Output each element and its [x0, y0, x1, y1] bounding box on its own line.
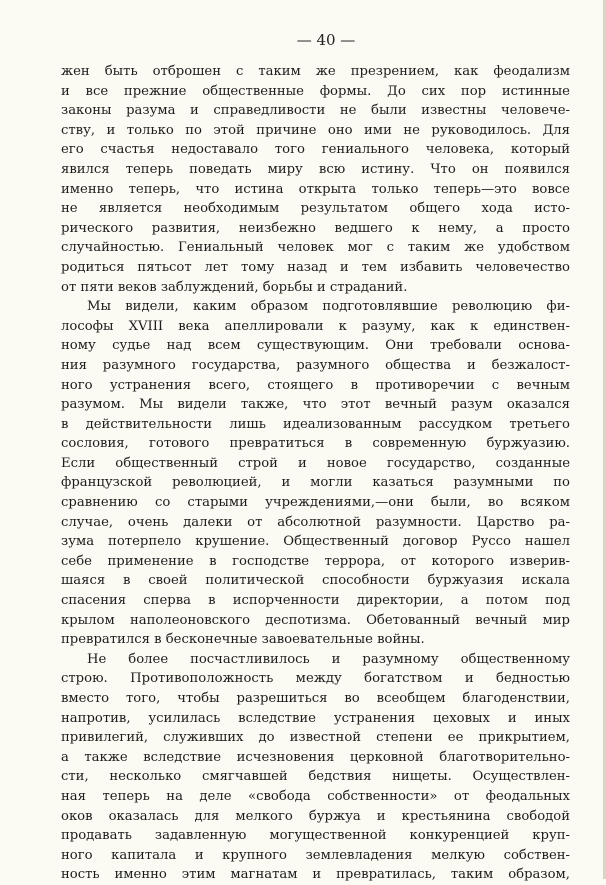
text-line: французской революцией, и могли казаться разумными по	[61, 475, 570, 491]
text-line: превратился в бесконечные завоевательные войны.	[61, 632, 425, 648]
text-line: ность именно этим магнатам и превратилась, таким образом,	[61, 867, 570, 883]
text-line: законы разума и справедливости не были известны человече-	[61, 103, 570, 119]
text-line: себе применение в господстве террора, от которого изверив-	[61, 553, 570, 569]
page-number: — 40 —	[296, 31, 356, 49]
text-line: ная теперь на деле «свобода собственности» от феодальных	[61, 788, 570, 804]
text-line: явился теперь поведать миру всю истину. Что он появился	[61, 161, 570, 177]
text-line: сравнению со старыми учреждениями,—они были, во всяком	[61, 495, 570, 511]
text-line: и все прежние общественные формы. До сих пор истинные	[61, 83, 570, 99]
text-line: лософы XVIII века апеллировали к разуму, как к единствен-	[61, 318, 570, 334]
text-line: случае, очень далеки от абсолютной разумности. Царство ра-	[61, 514, 570, 530]
text-line: спасения сперва в испорченности директории, а потом под	[61, 593, 570, 609]
text-line: сословия, готового превратиться в современную буржуазию.	[61, 436, 570, 452]
text-line: зума потерпело крушение. Общественный договор Руссо нашел	[61, 534, 570, 550]
text-line: привилегий, служивших до известной степени ее прикрытием,	[61, 730, 570, 746]
text-line: вместо того, чтобы разрешиться во всеобщем благоденствии,	[61, 691, 570, 706]
text-line: не является необходимым результатом общего хода исто-	[61, 201, 570, 217]
text-line: рического развития, неизбежно ведшего к нему, а просто	[61, 220, 570, 236]
text-line: ству, и только по этой причине оно ими не руководилось. Для	[61, 122, 570, 138]
text-line: оков оказалась для мелкого буржуа и крестьянина свободой	[61, 808, 570, 824]
text-line: шаяся в своей политической способности буржуазия искала	[61, 573, 570, 589]
text-line: Мы видели, каким образом подготовлявшие революцию фи-	[87, 299, 570, 315]
text-line: крылом наполеоновского деспотизма. Обетованный вечный мир	[61, 612, 570, 628]
text-line: именно теперь, что истина открыта только теперь—это вовсе	[61, 181, 570, 197]
text-line: случайностью. Гениальный человек мог с таким же удобством	[61, 240, 570, 256]
text-line: ного капитала и крупного землевладения мелкую собствен-	[61, 847, 570, 863]
text-line: Не более посчастливилось и разумному общественному	[87, 651, 570, 667]
text-line: напротив, усилилась вследствие устранения цеховых и иных	[61, 710, 570, 726]
text-line: продавать задавленную могущественной конкуренцией круп-	[61, 828, 570, 844]
text-line: строю. Противоположность между богатством и бедностью	[61, 671, 570, 687]
text-line: сти, несколько смягчавшей бедствия нищеты. Осуществлен-	[61, 769, 570, 785]
text-line: разумом. Мы видели также, что этот вечный разум оказался	[61, 397, 570, 413]
text-line: жен быть отброшен с таким же презрением, как феодализм	[61, 64, 570, 79]
text-line: Если общественный строй и новое государство, созданные	[61, 455, 570, 471]
text-line: от пяти веков заблуждений, борьбы и страданий.	[61, 279, 408, 295]
text-line: ния разумного государства, разумного общества и безжалост-	[61, 357, 570, 373]
text-line: родиться пятьсот лет тому назад и тем избавить человечество	[61, 259, 570, 275]
text-line: ного устранения всего, стоящего в противоречии с вечным	[61, 377, 570, 393]
text-line: а также вследствие исчезновения церковной благотворительно-	[61, 749, 570, 765]
text-line: его счастья недоставало того гениального человека, который	[61, 142, 570, 158]
text-line: в действительности лишь идеализованным рассудком третьего	[61, 416, 570, 432]
body-text	[61, 62, 570, 885]
text-line: ному судье над всем существующим. Они требовали основа-	[61, 338, 570, 354]
